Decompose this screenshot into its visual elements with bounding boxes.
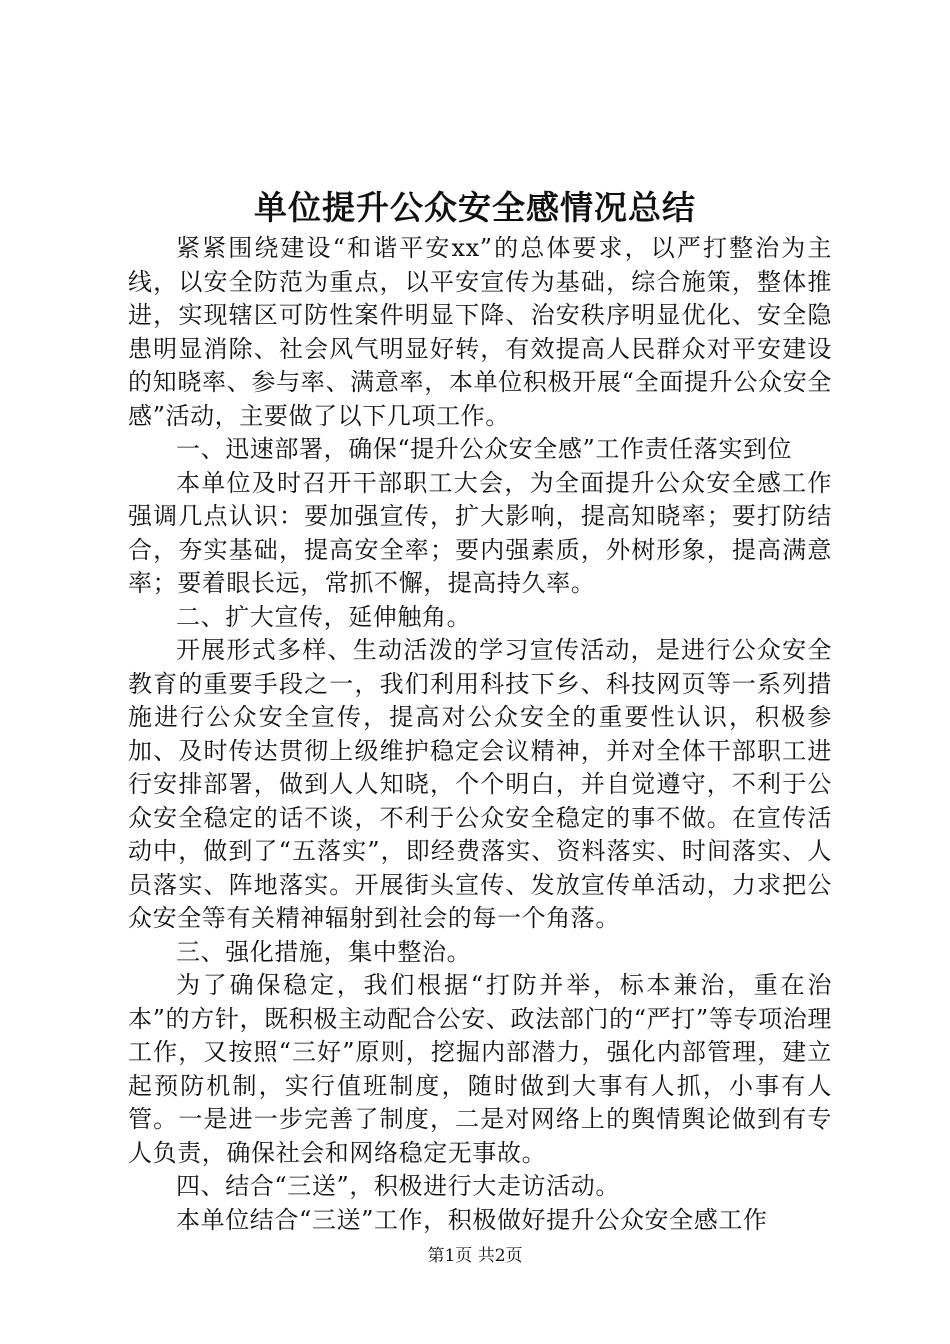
section-heading-3: 三、强化措施，集中整治。 bbox=[176, 937, 472, 966]
paragraph-section-3: 为了确保稳定，我们根据“打防并举，标本兼治，重在治本”的方针，既积极主动配合公安、政法部门的“严打”等专项治理工作，又按照“三好”原则，挖掘内部潜力，强化内部管理，建立起预防机制，实行值班制度，随时做到大事有人抓，小事有人管。一是进一步完善了制度，二是对网络上的舆情舆论做到有专人负责，确保社会和网络稳定无事故。 bbox=[128, 971, 832, 1167]
paragraph-section-1: 本单位及时召开干部职工大会，为全面提升公众安全感工作强调几点认识：要加强宣传，扩大影响，提高知晓率；要打防结合，夯实基础，提高安全率；要内强素质，外树形象，提高满意率；要着眼长远，常抓不懈，提高持久率。 bbox=[128, 468, 832, 597]
paragraph-intro: 紧紧围绕建设“和谐平安xx”的总体要求，以严打整治为主线，以安全防范为重点，以平安宣传为基础，综合施策，整体推进，实现辖区可防性案件明显下降、治安秩序明显优化、安全隐患明显消除、社会风气明显好转，有效提高人民群众对平安建设的知晓率、参与率、满意率，本单位积极开展“全面提升公众安全感”活动，主要做了以下几项工作。 bbox=[128, 234, 832, 430]
page-footer: 第1页 共2页 bbox=[427, 1246, 523, 1266]
section-heading-2: 二、扩大宣传，延伸触角。 bbox=[176, 602, 472, 631]
paragraph-section-2: 开展形式多样、生动活泼的学习宣传活动，是进行公众安全教育的重要手段之一，我们利用科技下乡、科技网页等一系列措施进行公众安全宣传，提高对公众安全的重要性认识，积极参加、及时传达贯彻上级维护稳定会议精神，并对全体干部职工进行安排部署，做到人人知晓，个个明白，并自觉遵守，不利于公众安全稳定的话不谈，不利于公众安全稳定的事不做。在宣传活动中，做到了“五落实”，即经费落实、资料落实、时间落实、人员落实、阵地落实。开展街头宣传、发放宣传单活动，力求把公众安全等有关精神辐射到社会的每一个角落。 bbox=[128, 636, 832, 932]
document-title: 单位提升公众安全感情况总结 bbox=[254, 188, 696, 227]
section-heading-4: 四、结合“三送”，积极进行大走访活动。 bbox=[176, 1172, 620, 1200]
section-heading-1: 一、迅速部署，确保“提升公众安全感”工作责任落实到位 bbox=[176, 435, 793, 463]
document-body bbox=[128, 232, 832, 1237]
paragraph-section-4: 本单位结合“三送”工作，积极做好提升公众安全感工作 bbox=[176, 1205, 768, 1234]
